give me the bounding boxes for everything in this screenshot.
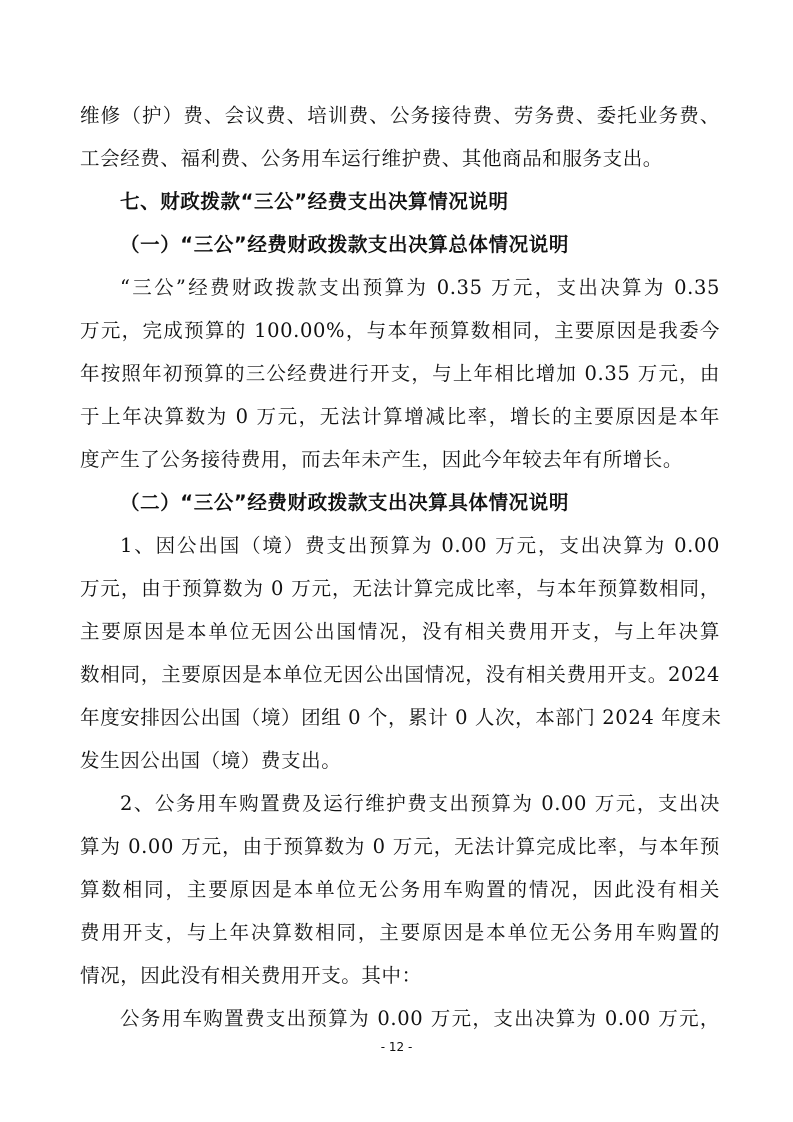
subsection-heading-2: （二）“三公”经费财政拨款支出决算具体情况说明 bbox=[120, 491, 569, 514]
body-line: 于上年决算数为 0 万元，无法计算增减比率，增长的主要原因是本年 bbox=[80, 405, 720, 428]
body-line: “三公”经费财政拨款支出预算为 0.35 万元，支出决算为 0.35 bbox=[120, 276, 720, 299]
body-line: 1、因公出国（境）费支出预算为 0.00 万元，支出决算为 0.00 bbox=[120, 534, 720, 557]
body-line: 公务用车购置费支出预算为 0.00 万元，支出决算为 0.00 万元， bbox=[120, 1007, 720, 1030]
body-line: 算数相同，主要原因是本单位无公务用车购置的情况，因此没有相关 bbox=[80, 878, 720, 901]
body-line: 2、公务用车购置费及运行维护费支出预算为 0.00 万元，支出决 bbox=[120, 792, 720, 815]
body-line: 年按照年初预算的三公经费进行开支，与上年相比增加 0.35 万元，由 bbox=[80, 362, 720, 385]
page-number: - 12 - bbox=[380, 1040, 413, 1054]
body-line: 万元，完成预算的 100.00%，与本年预算数相同，主要原因是我委今 bbox=[80, 319, 720, 342]
body-line: 度产生了公务接待费用，而去年未产生，因此今年较去年有所增长。 bbox=[80, 448, 684, 471]
body-line: 情况，因此没有相关费用开支。其中： bbox=[80, 964, 422, 987]
body-line: 主要原因是本单位无因公出国情况，没有相关费用开支，与上年决算 bbox=[80, 620, 720, 643]
body-line: 算为 0.00 万元，由于预算数为 0 万元，无法计算完成比率，与本年预 bbox=[80, 835, 720, 858]
body-line: 发生因公出国（境）费支出。 bbox=[80, 749, 342, 772]
section-heading-7: 七、财政拨款“三公”经费支出决算情况说明 bbox=[120, 190, 509, 213]
body-line: 数相同，主要原因是本单位无因公出国情况，没有相关费用开支。2024 bbox=[80, 663, 720, 686]
subsection-heading-1: （一）“三公”经费财政拨款支出决算总体情况说明 bbox=[120, 233, 569, 256]
body-line: 工会经费、福利费、公务用车运行维护费、其他商品和服务支出。 bbox=[80, 147, 663, 170]
body-line: 费用开支，与上年决算数相同，主要原因是本单位无公务用车购置的 bbox=[80, 921, 720, 944]
body-line: 维修（护）费、会议费、培训费、公务接待费、劳务费、委托业务费、 bbox=[80, 104, 720, 127]
body-line: 万元，由于预算数为 0 万元，无法计算完成比率，与本年预算数相同， bbox=[80, 577, 720, 600]
body-line: 年度安排因公出国（境）团组 0 个，累计 0 人次，本部门 2024 年度未 bbox=[80, 706, 722, 729]
